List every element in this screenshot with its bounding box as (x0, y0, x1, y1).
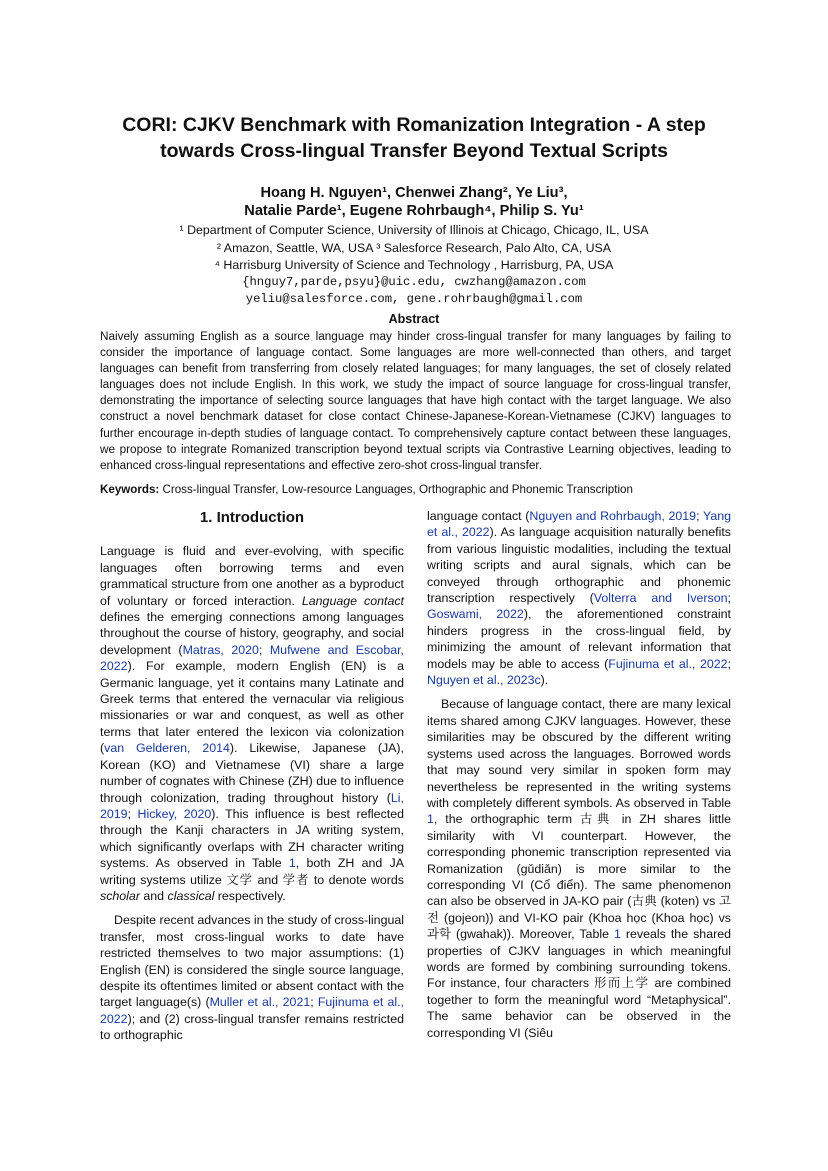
intro-paragraph-2 (100, 912, 404, 1043)
text-run: and (139, 888, 168, 903)
text-run: ; (310, 995, 318, 1010)
text-run: Because of language contact, there are many lexical items shared among CJKV languages. However, these similarities may be obscured by the different writing systems used across the languages. Borrowed words that may sound very similar in spoken form may nevertheless be represented in the writing systems with completely different symbols. As observed in Table (427, 697, 731, 810)
table-ref-link[interactable]: 1 (427, 812, 434, 827)
email-line-2: yeliu@salesforce.com, gene.rohrbaugh@gmail.com (245, 292, 583, 306)
citation-link[interactable]: van Gelderen, 2014 (104, 741, 230, 756)
text-run: ; (727, 656, 731, 671)
citation-link[interactable]: Matras, 2020 (182, 642, 259, 657)
citation-link[interactable]: Nguyen and Rohrbaugh, 2019 (529, 509, 697, 523)
emphasis-text: scholar (100, 888, 140, 903)
affiliations (90, 222, 738, 275)
text-run: defines the emerging connections among languages throughout the course of history, geography, and social development ( (100, 610, 404, 657)
table-ref-link[interactable]: 1 (614, 927, 621, 942)
text-run: ; (727, 591, 731, 606)
text-run: ). For example, modern English (EN) is a Germanic language, yet it contains many Latinate and Greek terms that entered the vernacular via religious missionaries or war and conquest, as well as other terms that later entered the lexicon via colonization ( (100, 659, 404, 756)
text-run: , both ZH and JA writing systems utilize 文学 and 学者 to denote words (100, 856, 404, 887)
intro-paragraph-3 (427, 508, 731, 688)
intro-paragraph-1 (100, 543, 404, 904)
text-run: language contact ( (427, 509, 530, 523)
text-run: ). As language acquisition naturally benefits from various linguistic modalities, including the textual writing scripts and aural signals, which can be conveyed through orthographic and phonemic transcription respectively ( (427, 525, 732, 606)
citation-link[interactable]: Muller et al., 2021 (209, 995, 311, 1010)
text-run: ). Likewise, Japanese (JA), Korean (KO) and Vietnamese (VI) share a large number of cognates with Chinese (ZH) due to influence through colonization, trading throughout history ( (100, 741, 404, 805)
citation-link[interactable]: Li, 2019 (100, 790, 404, 821)
emphasis-text: classical (167, 888, 215, 903)
authors-line-2: Natalie Parde¹, Eugene Rohrbaugh⁴, Philip S. Yu¹ (244, 203, 584, 219)
affiliation-1: ¹ Department of Computer Science, University of Illinois at Chicago, Chicago, IL, USA (179, 223, 649, 237)
citation-link[interactable]: Goswami, 2022 (427, 607, 524, 622)
text-run: ). (540, 673, 549, 688)
citation-link[interactable]: Fujinuma et al., 2022 (100, 995, 404, 1026)
text-run: reveals the shared properties of CJKV languages in which meaningful words are formed by combining surrounding tokens. For instance, four characters 形而上学 are combined together to form the meaningful word “Metaphysical”. The same behavior can be observed in the corresponding VI (Siêu (427, 927, 731, 1040)
affiliation-2: ² Amazon, Seattle, WA, USA ³ Salesforce Research, Palo Alto, CA, USA (216, 240, 612, 255)
citation-link[interactable]: Mufwene and Escobar, 2022 (100, 642, 404, 674)
abstract-text: Naively assuming English as a source language may hinder cross-lingual transfer for many languages by failing to consider the importance of language contact. Some languages are more well-connected than others, and target languages can benefit from transferring from closely related languages; for many languages, the set of closely related languages does not include English. In this work, we study the impact of source language for cross-lingual transfer, demonstrating the importance of selecting source languages that have high contact with the target language. We also construct a novel benchmark dataset for close contact Chinese-Japanese-Korean-Vietnamese (CJKV) languages to further encourage in-depth studies of language contact. To comprehensively capture contact between these languages, we propose to integrate Romanized transcription beyond textual scripts via Contrastive Learning objectives, leading to enhanced cross-lingual representations and effective zero-shot cross-lingual transfer. (100, 330, 731, 472)
citation-link[interactable]: Volterra and Iverson (593, 591, 728, 606)
author-emails (90, 274, 738, 308)
citation-link[interactable]: Hickey, 2020 (137, 806, 212, 821)
text-run: ). This influence is best reflected through the Kanji characters in JA writing system, which significantly overlaps with ZH character writing systems. As observed in Table (100, 806, 404, 871)
section-heading-introduction: 1. Introduction (199, 509, 305, 526)
right-column (427, 508, 731, 1049)
author-list (90, 184, 738, 220)
citation-link[interactable]: Nguyen et al., 2023c (427, 673, 541, 688)
text-run: ; (696, 509, 703, 523)
keywords-label: Keywords: (100, 483, 160, 496)
paper-title (90, 112, 738, 164)
text-run: ; (127, 806, 138, 821)
title-line-2: towards Cross-lingual Transfer Beyond Textual Scripts (160, 140, 668, 162)
emphasis-text: Language contact (301, 593, 404, 608)
text-run: respectively. (214, 888, 286, 903)
citation-link[interactable]: Yang et al., 2022 (427, 509, 731, 540)
keywords-text: Cross-lingual Transfer, Low-resource Languages, Orthographic and Phonemic Transcription (159, 483, 633, 496)
title-line-1: CORI: CJKV Benchmark with Romanization Integration - A step (122, 114, 706, 136)
keywords (100, 482, 731, 498)
abstract-heading: Abstract (388, 312, 440, 326)
affiliation-3: ⁴ Harrisburg University of Science and Technology , Harrisburg, PA, USA (214, 258, 614, 272)
text-run: Despite recent advances in the study of cross-lingual transfer, most cross-lingual works to date have restricted themselves to two major assumptions: (1) English (EN) is considered the single source language, despite its oftentimes limited or absent contact with the target language(s) ( (100, 913, 404, 1010)
text-run: ); and (2) cross-lingual transfer remains restricted to orthographic (100, 1011, 404, 1043)
text-run: ), the aforementioned constraint hinders progress in the cross-lingual field, by minimizing the amount of relevant information that models may be able to access ( (427, 607, 731, 671)
left-column (100, 508, 404, 1052)
intro-paragraph-4 (427, 696, 731, 1041)
text-run: Language is fluid and ever-evolving, with specific languages often borrowing terms and even grammatical structure from one another as a byproduct of voluntary or forced interaction. (100, 544, 404, 608)
citation-link[interactable]: Fujinuma et al., 2022 (608, 656, 728, 671)
authors-line-1: Hoang H. Nguyen¹, Chenwei Zhang², Ye Liu³, (260, 185, 568, 201)
table-ref-link[interactable]: 1 (288, 856, 296, 871)
text-run: ; (258, 642, 270, 657)
email-line-1: {hnguy7,parde,psyu}@uic.edu, cwzhang@amazon.com (242, 275, 586, 289)
text-run: , the orthographic term 古典 in ZH shares little similarity with VI counterpart. However, the corresponding phonemic transcription represented via Romanization (gǔdiǎn) is more similar to the corresponding VI (Cổ điển). The same phenomenon can also be observed in JA-KO pair (古典 (koten) vs 고전 (gojeon)) and VI-KO pair (Khoa học (Khoa học) vs 과학 (gwahak)). Moreover, Table (427, 812, 731, 942)
